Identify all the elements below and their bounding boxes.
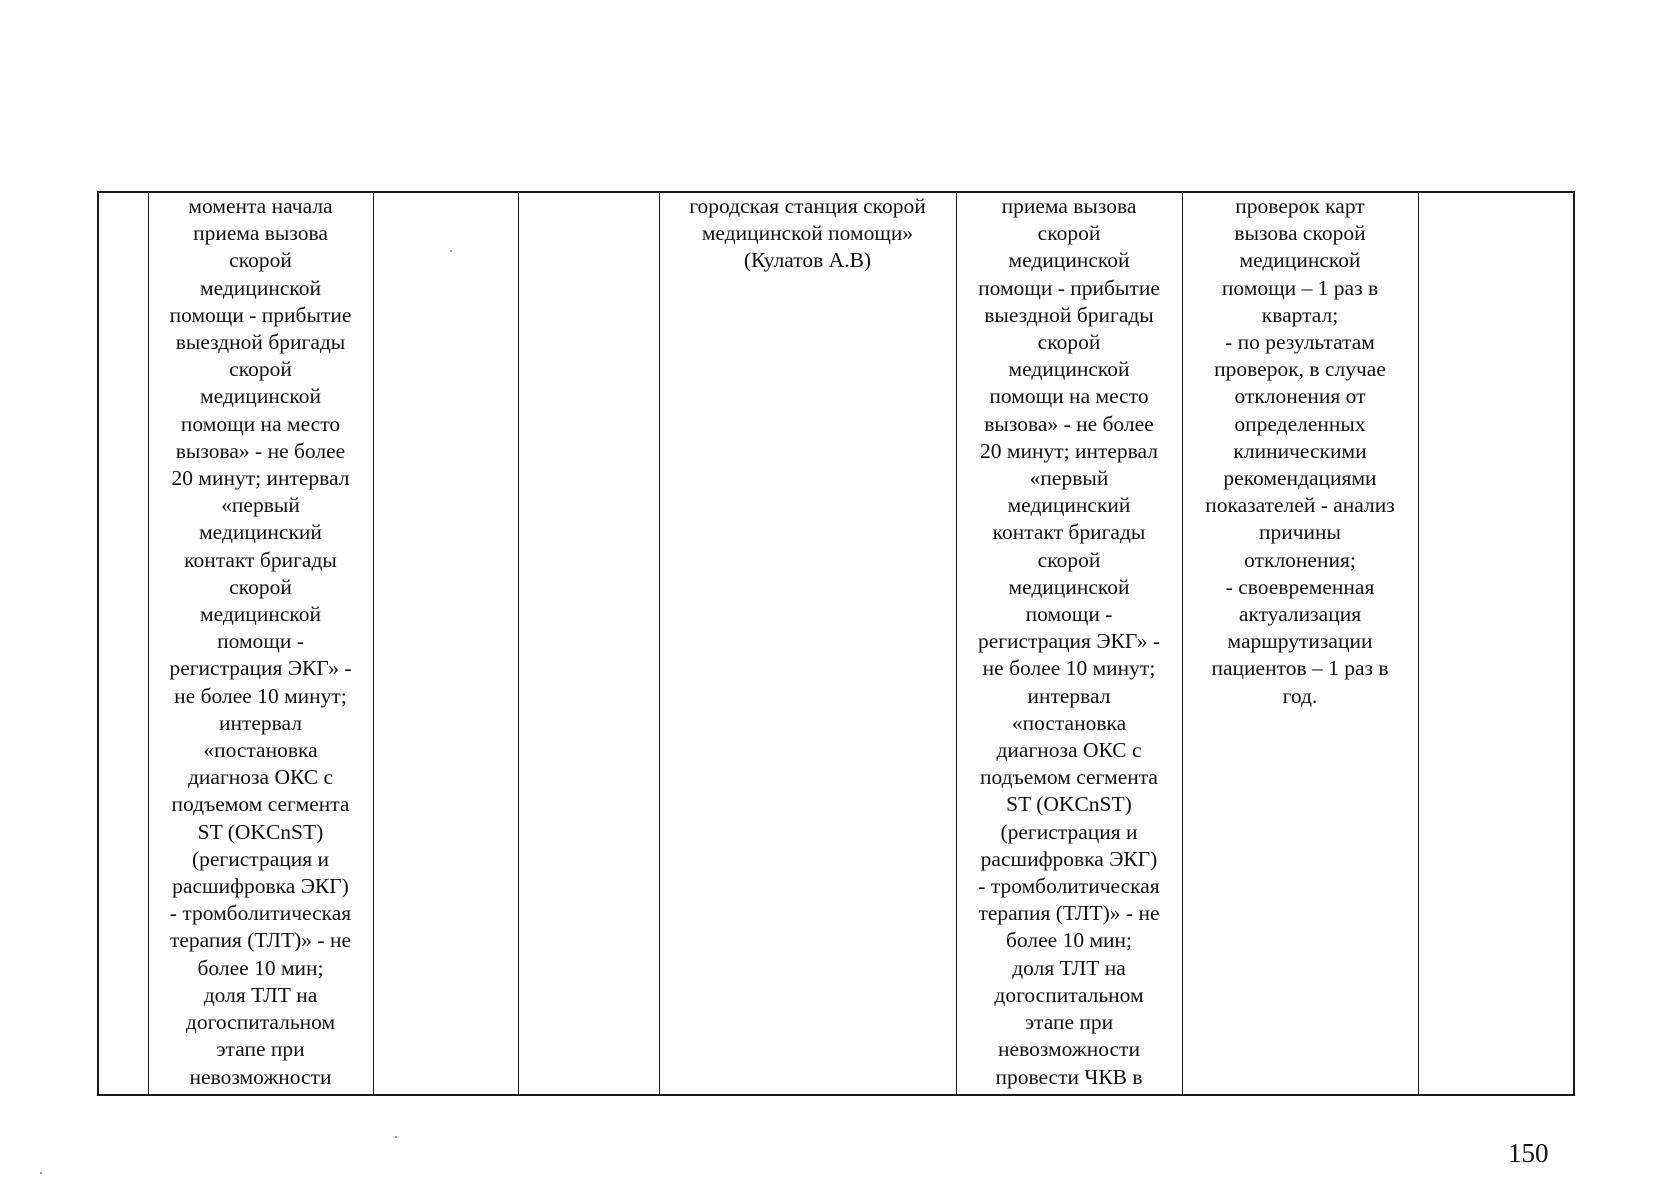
cell-text-line: (Кулатов А.В) <box>743 248 872 273</box>
cell-text-line: медицинской <box>1008 357 1130 382</box>
cell-text-line: помощи - <box>1025 602 1113 627</box>
cell-text-line: (регистрация и <box>191 846 330 871</box>
cell-text-line: скорой <box>229 574 292 599</box>
cell-text-line: скорой <box>1037 330 1101 355</box>
cell-text-line: клиническими <box>1233 438 1367 463</box>
cell-text-line: этапе при <box>1024 1010 1114 1035</box>
document-table <box>97 191 1575 1096</box>
cell-text-line: причины <box>1258 520 1342 545</box>
cell-text-line: выездной бригады <box>175 330 346 355</box>
cell-text-line: городская станция скорой <box>689 194 926 218</box>
cell-text-line: интервал <box>1027 683 1111 708</box>
cell-text-line: подъемом сегмента <box>171 792 350 817</box>
cell-text-line: определенных <box>1234 411 1366 436</box>
cell-text-line: ST (OKCnST) <box>197 819 324 844</box>
cell-text-line: этапе при <box>216 1037 305 1062</box>
cell-text-line: провести ЧКВ в <box>995 1064 1143 1089</box>
cell-text-line: вызова» - не более <box>984 411 1154 436</box>
cell-text-line: 20 минут; интервал <box>979 438 1158 463</box>
cell-text-line: «постановка <box>1011 710 1127 735</box>
table-cell-empty <box>373 192 518 1095</box>
cell-text-line: вызова» - не более <box>175 438 346 463</box>
cell-text-line: терапия (ТЛТ)» - не <box>978 901 1160 926</box>
cell-text-line: невозможности <box>189 1064 332 1089</box>
table-cell-number <box>98 192 148 1095</box>
cell-text-line: отклонения от <box>1234 384 1366 409</box>
table-cell-result <box>956 192 1182 1095</box>
table-cell-empty <box>518 192 659 1095</box>
scan-speck <box>450 250 452 252</box>
scan-speck <box>395 1136 397 1138</box>
cell-text-line: «первый <box>1029 466 1109 491</box>
cell-text-line: отклонения; <box>1244 547 1356 572</box>
cell-text-line: показателей - анализ <box>1205 493 1395 518</box>
cell-text-line: скорой <box>1037 221 1101 246</box>
cell-text-line: помощи - <box>217 629 304 654</box>
cell-text-line: скорой <box>229 248 292 273</box>
cell-text-line: медицинской <box>1239 248 1361 273</box>
cell-text-line: диагноза ОКС с <box>996 738 1142 763</box>
cell-text-line: медицинской <box>200 275 321 300</box>
table-cell-empty <box>1418 192 1574 1095</box>
cell-text-line: расшифровка ЭКГ) <box>980 846 1158 871</box>
page-number: 150 <box>1508 1138 1549 1168</box>
cell-text-line: скорой <box>229 357 292 382</box>
scan-speck <box>40 1172 42 1174</box>
cell-text-line: терапия (ТЛТ)» - не <box>169 928 352 953</box>
cell-text-line: рекомендациями <box>1223 466 1377 491</box>
cell-text-line: - своевременная <box>1225 574 1375 599</box>
cell-text-line: «постановка <box>203 738 318 763</box>
cell-text-line: выездной бригады <box>984 302 1154 327</box>
cell-text-line: помощи на место <box>180 411 341 436</box>
cell-text-line: вызова скорой <box>1234 221 1366 246</box>
cell-text-line: медицинской <box>200 602 321 627</box>
cell-text-line: диагноза ОКС с <box>187 765 334 790</box>
cell-text-line: 20 минут; интервал <box>171 466 350 491</box>
cell-text-line: «первый <box>221 493 300 518</box>
cell-text-line: доля ТЛТ на <box>1012 955 1126 980</box>
table-cell-indicator <box>148 192 373 1095</box>
cell-text-line: проверок карт <box>1235 194 1365 218</box>
cell-text-line: более 10 мин; <box>1005 928 1133 953</box>
cell-text-line: медицинский <box>1007 493 1131 518</box>
cell-text-line: помощи – 1 раз в <box>1221 275 1379 300</box>
cell-text-line: помощи на место <box>989 384 1149 409</box>
cell-text-line: помощи - прибытие <box>169 302 352 327</box>
cell-text-line: скорой <box>1037 547 1101 572</box>
cell-text-line: - по результатам <box>1225 330 1375 355</box>
cell-text-line: расшифровка ЭКГ) <box>172 874 349 899</box>
cell-text-line: актуализация <box>1238 602 1362 627</box>
cell-text-line: момента начала <box>188 194 333 218</box>
cell-text-line: догоспитальном <box>185 1010 336 1035</box>
cell-text-line: регистрация ЭКГ» - <box>977 629 1161 654</box>
table-row <box>98 192 1574 1095</box>
cell-text-line: проверок, в случае <box>1214 357 1386 382</box>
table-cell-control <box>1182 192 1418 1095</box>
cell-text-line: более 10 мин; <box>197 955 324 980</box>
cell-text-line: - тромболитическая <box>169 901 352 926</box>
cell-text-line: медицинской <box>200 384 321 409</box>
cell-text-line: - тромболитическая <box>978 874 1160 899</box>
table-cell-responsible <box>659 192 956 1095</box>
cell-text-line: невозможности <box>998 1037 1140 1062</box>
cell-text-line: приема вызова <box>1001 194 1137 218</box>
cell-text-line: квартал; <box>1261 302 1339 327</box>
cell-text-line: медицинской <box>1008 248 1130 273</box>
cell-text-line: подъемом сегмента <box>980 765 1158 790</box>
cell-text-line: регистрация ЭКГ» - <box>169 656 352 681</box>
cell-text-line: медицинский <box>199 520 322 545</box>
cell-text-line: медицинской <box>1008 574 1130 599</box>
cell-text-line: контакт бригады <box>992 520 1146 545</box>
cell-text-line: ST (OKCnST) <box>1006 792 1132 817</box>
cell-text-line: помощи - прибытие <box>978 275 1160 300</box>
cell-text-line: маршрутизации <box>1227 629 1373 654</box>
cell-text-line: догоспитальном <box>994 982 1144 1007</box>
cell-text-line: пациентов – 1 раз в <box>1211 656 1389 681</box>
cell-text-line: не более 10 минут; <box>982 656 1156 681</box>
cell-text-line: год. <box>1282 683 1318 708</box>
cell-text-line: интервал <box>218 710 303 735</box>
cell-text-line: не более 10 минут; <box>174 683 347 708</box>
cell-text-line: приема вызова <box>193 221 328 246</box>
cell-text-line: доля ТЛТ на <box>203 982 318 1007</box>
cell-text-line: медицинской помощи» <box>701 221 914 246</box>
cell-text-line: контакт бригады <box>184 547 337 572</box>
cell-text-line: (регистрация и <box>1000 819 1138 844</box>
